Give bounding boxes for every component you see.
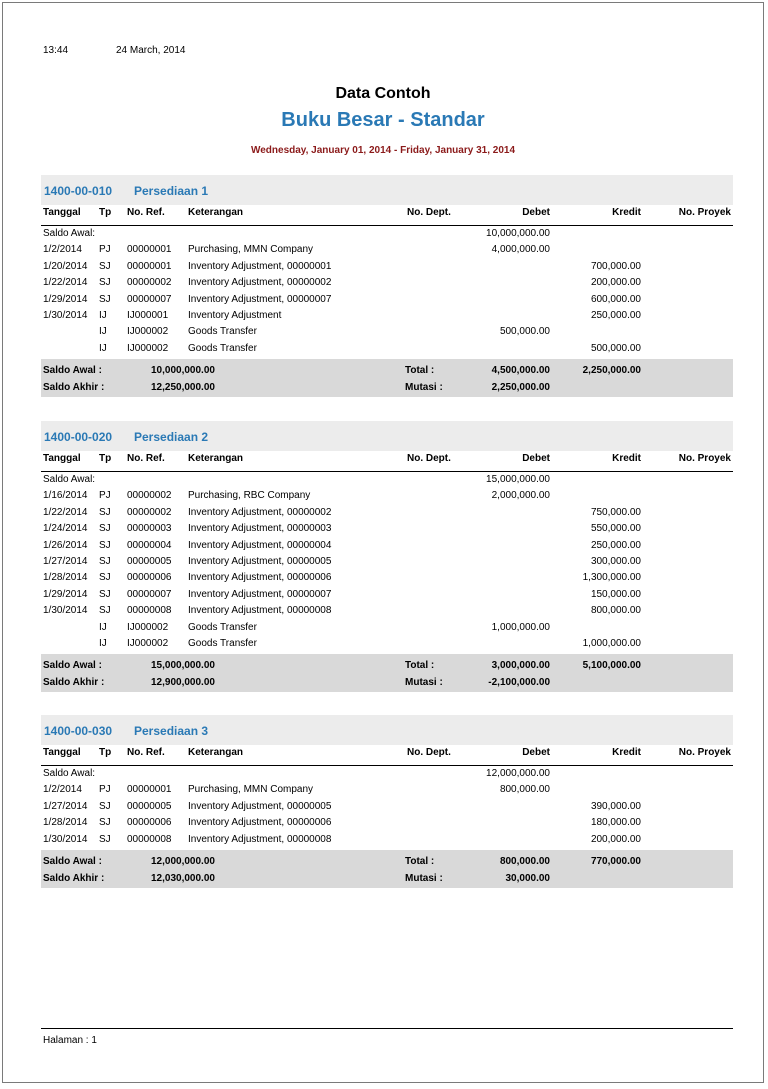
col-tp: IJ (99, 637, 107, 649)
account-section (41, 715, 733, 888)
account-section (41, 175, 733, 397)
ledger-row (41, 538, 733, 554)
col-keterangan: Inventory Adjustment, 00000006 (188, 572, 332, 584)
total-label: Total : (405, 855, 435, 867)
ledger-row (41, 587, 733, 603)
col-no-ref: 00000007 (127, 293, 172, 305)
col-tp: SJ (99, 506, 111, 518)
col-debet: 1,000,000.00 (491, 621, 550, 633)
col-no-ref-header: No. Ref. (127, 207, 165, 218)
col-no-ref-header: No. Ref. (127, 453, 165, 464)
col-no-ref: 00000001 (127, 260, 172, 272)
col-tanggal-header: Tanggal (43, 747, 81, 758)
col-no-ref: 00000002 (127, 490, 172, 502)
col-no-ref: 00000001 (127, 784, 172, 796)
saldo-akhir-value: 12,030,000.00 (151, 872, 215, 884)
col-debet-header: Debet (522, 453, 550, 464)
col-kredit: 200,000.00 (590, 277, 641, 289)
col-tanggal: 1/26/2014 (43, 539, 88, 551)
saldo-awal-value: 10,000,000.00 (151, 365, 215, 377)
mutasi-label: Mutasi : (405, 677, 443, 689)
col-tanggal: Saldo Awal: (43, 768, 96, 779)
account-section (41, 421, 733, 692)
col-no-ref: IJ000002 (127, 342, 169, 354)
account-header (41, 421, 733, 451)
col-tp: IJ (99, 342, 107, 354)
totals-block (41, 654, 733, 692)
ledger-row (41, 505, 733, 521)
total-label: Total : (405, 660, 435, 672)
col-kredit: 180,000.00 (590, 817, 641, 829)
print-date: 24 March, 2014 (116, 45, 186, 56)
col-no-ref: 00000004 (127, 539, 172, 551)
col-kredit: 150,000.00 (590, 588, 641, 600)
col-tp: SJ (99, 833, 111, 845)
col-tp: PJ (99, 244, 111, 256)
ledger-row (41, 226, 733, 242)
ledger-row (41, 603, 733, 619)
report-title: Buku Besar - Standar (281, 109, 485, 131)
col-kredit: 600,000.00 (590, 293, 641, 305)
ledger-row (41, 620, 733, 636)
col-debet: 800,000.00 (499, 784, 550, 796)
col-no-ref: 00000001 (127, 244, 172, 256)
col-tp: IJ (99, 309, 107, 321)
col-no-ref: 00000006 (127, 572, 172, 584)
col-tanggal: 1/2/2014 (43, 784, 82, 796)
col-tp: SJ (99, 539, 111, 551)
col-tanggal-header: Tanggal (43, 207, 81, 218)
col-kredit-header: Kredit (612, 207, 641, 218)
col-kredit-header: Kredit (612, 453, 641, 464)
col-tanggal: 1/24/2014 (43, 523, 88, 535)
account-name: Persediaan 2 (134, 430, 209, 444)
col-keterangan: Purchasing, MMN Company (188, 784, 314, 796)
ledger-row (41, 766, 733, 782)
column-header-row (41, 745, 733, 766)
col-no-ref: IJ000002 (127, 637, 169, 649)
col-no-dept-header: No. Dept. (407, 207, 451, 218)
mutasi-label: Mutasi : (405, 382, 443, 394)
col-keterangan-header: Keterangan (188, 453, 244, 464)
col-tanggal: 1/30/2014 (43, 833, 88, 845)
col-no-ref: 00000006 (127, 817, 172, 829)
col-keterangan: Goods Transfer (188, 621, 257, 633)
col-debet: 2,000,000.00 (491, 490, 550, 502)
col-kredit: 550,000.00 (590, 523, 641, 535)
total-kredit-value: 770,000.00 (590, 855, 641, 867)
ledger-row (41, 636, 733, 652)
col-kredit: 250,000.00 (590, 539, 641, 551)
saldo-akhir-value: 12,900,000.00 (151, 677, 215, 689)
total-debet-value: 3,000,000.00 (491, 660, 550, 672)
print-time: 13:44 (43, 45, 69, 56)
total-kredit-value: 2,250,000.00 (582, 365, 641, 377)
col-kredit-header: Kredit (612, 747, 641, 758)
col-keterangan: Goods Transfer (188, 637, 257, 649)
col-tp: IJ (99, 326, 107, 338)
ledger-row (41, 554, 733, 570)
col-tp: SJ (99, 523, 111, 535)
col-keterangan: Goods Transfer (188, 326, 257, 338)
mutasi-value: 30,000.00 (505, 872, 550, 884)
col-keterangan: Inventory Adjustment, 00000001 (188, 260, 332, 272)
col-keterangan: Inventory Adjustment, 00000004 (188, 539, 332, 551)
report-period: Wednesday, January 01, 2014 - Friday, January 31, 2014 (250, 145, 516, 156)
saldo-awal-value: 15,000,000.00 (151, 660, 215, 672)
col-tanggal: 1/30/2014 (43, 605, 88, 617)
col-kredit: 1,300,000.00 (582, 572, 641, 584)
col-no-ref: IJ000002 (127, 621, 169, 633)
report-page (2, 2, 764, 1083)
col-debet: 10,000,000.00 (486, 228, 550, 239)
col-no-proyek-header: No. Proyek (678, 453, 731, 464)
col-keterangan: Purchasing, RBC Company (188, 490, 311, 502)
col-tp: SJ (99, 277, 111, 289)
ledger-row (41, 308, 733, 324)
col-kredit: 500,000.00 (590, 342, 641, 354)
account-header (41, 715, 733, 745)
col-keterangan: Inventory Adjustment, 00000007 (188, 293, 332, 305)
col-keterangan: Inventory Adjustment, 00000002 (188, 277, 332, 289)
account-header (41, 175, 733, 205)
ledger-row (41, 815, 733, 831)
ledger-row (41, 259, 733, 275)
total-debet-value: 4,500,000.00 (491, 365, 550, 377)
total-debet-value: 800,000.00 (499, 855, 550, 867)
col-tp: SJ (99, 817, 111, 829)
col-kredit: 1,000,000.00 (582, 637, 641, 649)
ledger-row (41, 292, 733, 308)
col-tanggal: 1/22/2014 (43, 506, 88, 518)
account-name: Persediaan 1 (134, 184, 209, 198)
col-kredit: 300,000.00 (590, 555, 641, 567)
total-label: Total : (405, 365, 435, 377)
col-kredit: 390,000.00 (590, 800, 641, 812)
column-header-row (41, 205, 733, 226)
col-tanggal: 1/27/2014 (43, 800, 88, 812)
ledger-row (41, 488, 733, 504)
ledger-row (41, 832, 733, 848)
saldo-akhir-label: Saldo Akhir : (43, 872, 105, 884)
ledger-row (41, 521, 733, 537)
saldo-awal-label: Saldo Awal : (43, 660, 102, 672)
mutasi-value: 2,250,000.00 (491, 382, 550, 394)
account-code: 1400-00-020 (44, 430, 113, 444)
col-tp: PJ (99, 490, 111, 502)
col-tanggal: Saldo Awal: (43, 474, 96, 485)
col-debet-header: Debet (522, 207, 550, 218)
col-kredit: 700,000.00 (590, 260, 641, 272)
col-tanggal: 1/16/2014 (43, 490, 88, 502)
saldo-awal-value: 12,000,000.00 (151, 855, 215, 867)
col-keterangan: Goods Transfer (188, 342, 257, 354)
col-keterangan: Inventory Adjustment, 00000008 (188, 833, 332, 845)
ledger-row (41, 782, 733, 798)
col-no-ref: 00000003 (127, 523, 172, 535)
col-tanggal: 1/29/2014 (43, 293, 88, 305)
col-no-ref: 00000002 (127, 277, 172, 289)
col-keterangan: Inventory Adjustment, 00000003 (188, 523, 332, 535)
col-tanggal: 1/27/2014 (43, 555, 88, 567)
col-tp: PJ (99, 784, 111, 796)
saldo-awal-label: Saldo Awal : (43, 855, 102, 867)
account-code: 1400-00-030 (44, 724, 113, 738)
col-debet-header: Debet (522, 747, 550, 758)
col-tanggal: 1/28/2014 (43, 572, 88, 584)
col-tp: SJ (99, 605, 111, 617)
saldo-akhir-value: 12,250,000.00 (151, 382, 215, 394)
col-no-ref: IJ000001 (127, 309, 169, 321)
col-debet: 12,000,000.00 (486, 768, 550, 779)
page-number: Halaman : 1 (43, 1035, 97, 1046)
col-tanggal: 1/22/2014 (43, 277, 88, 289)
col-tp: SJ (99, 555, 111, 567)
col-no-ref-header: No. Ref. (127, 747, 165, 758)
column-header-row (41, 451, 733, 472)
col-kredit: 200,000.00 (590, 833, 641, 845)
ledger-row (41, 341, 733, 357)
col-tanggal: 1/29/2014 (43, 588, 88, 600)
col-keterangan: Inventory Adjustment, 00000002 (188, 506, 332, 518)
ledger-row (41, 472, 733, 488)
col-tp-header: Tp (99, 207, 112, 218)
col-kredit: 250,000.00 (590, 309, 641, 321)
saldo-akhir-label: Saldo Akhir : (43, 382, 105, 394)
col-no-ref: 00000005 (127, 800, 172, 812)
col-tanggal-header: Tanggal (43, 453, 81, 464)
col-tanggal: Saldo Awal: (43, 228, 96, 239)
col-keterangan: Inventory Adjustment, 00000005 (188, 800, 332, 812)
totals-block (41, 359, 733, 397)
ledger-row (41, 570, 733, 586)
col-debet: 15,000,000.00 (486, 474, 550, 485)
col-no-ref: 00000008 (127, 605, 172, 617)
col-no-ref: IJ000002 (127, 326, 169, 338)
col-tanggal: 1/20/2014 (43, 260, 88, 272)
col-keterangan-header: Keterangan (188, 747, 244, 758)
totals-block (41, 850, 733, 888)
col-kredit: 750,000.00 (590, 506, 641, 518)
col-keterangan: Inventory Adjustment, 00000008 (188, 605, 332, 617)
company-name: Data Contoh (335, 85, 431, 102)
saldo-awal-label: Saldo Awal : (43, 365, 102, 377)
col-tanggal: 1/2/2014 (43, 244, 82, 256)
col-keterangan: Inventory Adjustment, 00000005 (188, 555, 332, 567)
ledger-row (41, 799, 733, 815)
mutasi-value: -2,100,000.00 (488, 677, 550, 689)
col-tp: SJ (99, 800, 111, 812)
total-kredit-value: 5,100,000.00 (582, 660, 641, 672)
col-kredit: 800,000.00 (590, 605, 641, 617)
col-no-proyek-header: No. Proyek (678, 207, 731, 218)
col-no-ref: 00000002 (127, 506, 172, 518)
ledger-row (41, 275, 733, 291)
col-tp: SJ (99, 260, 111, 272)
saldo-akhir-label: Saldo Akhir : (43, 677, 105, 689)
col-tp: SJ (99, 572, 111, 584)
col-no-dept-header: No. Dept. (407, 453, 451, 464)
col-tp-header: Tp (99, 747, 112, 758)
col-no-ref: 00000007 (127, 588, 172, 600)
ledger-row (41, 324, 733, 340)
col-keterangan: Inventory Adjustment (188, 309, 282, 321)
col-keterangan: Inventory Adjustment, 00000006 (188, 817, 332, 829)
col-keterangan: Inventory Adjustment, 00000007 (188, 588, 332, 600)
col-keterangan: Purchasing, MMN Company (188, 244, 314, 256)
col-no-dept-header: No. Dept. (407, 747, 451, 758)
col-keterangan-header: Keterangan (188, 207, 244, 218)
col-tp: IJ (99, 621, 107, 633)
footer-divider (41, 1028, 733, 1029)
col-no-ref: 00000005 (127, 555, 172, 567)
col-no-proyek-header: No. Proyek (678, 747, 731, 758)
mutasi-label: Mutasi : (405, 872, 443, 884)
col-debet: 4,000,000.00 (491, 244, 550, 256)
account-code: 1400-00-010 (44, 184, 113, 198)
col-tp-header: Tp (99, 453, 112, 464)
col-tp: SJ (99, 588, 111, 600)
col-tp: SJ (99, 293, 111, 305)
col-debet: 500,000.00 (499, 326, 550, 338)
col-tanggal: 1/30/2014 (43, 309, 88, 321)
col-tanggal: 1/28/2014 (43, 817, 88, 829)
col-no-ref: 00000008 (127, 833, 172, 845)
ledger-row (41, 242, 733, 258)
account-name: Persediaan 3 (134, 724, 209, 738)
